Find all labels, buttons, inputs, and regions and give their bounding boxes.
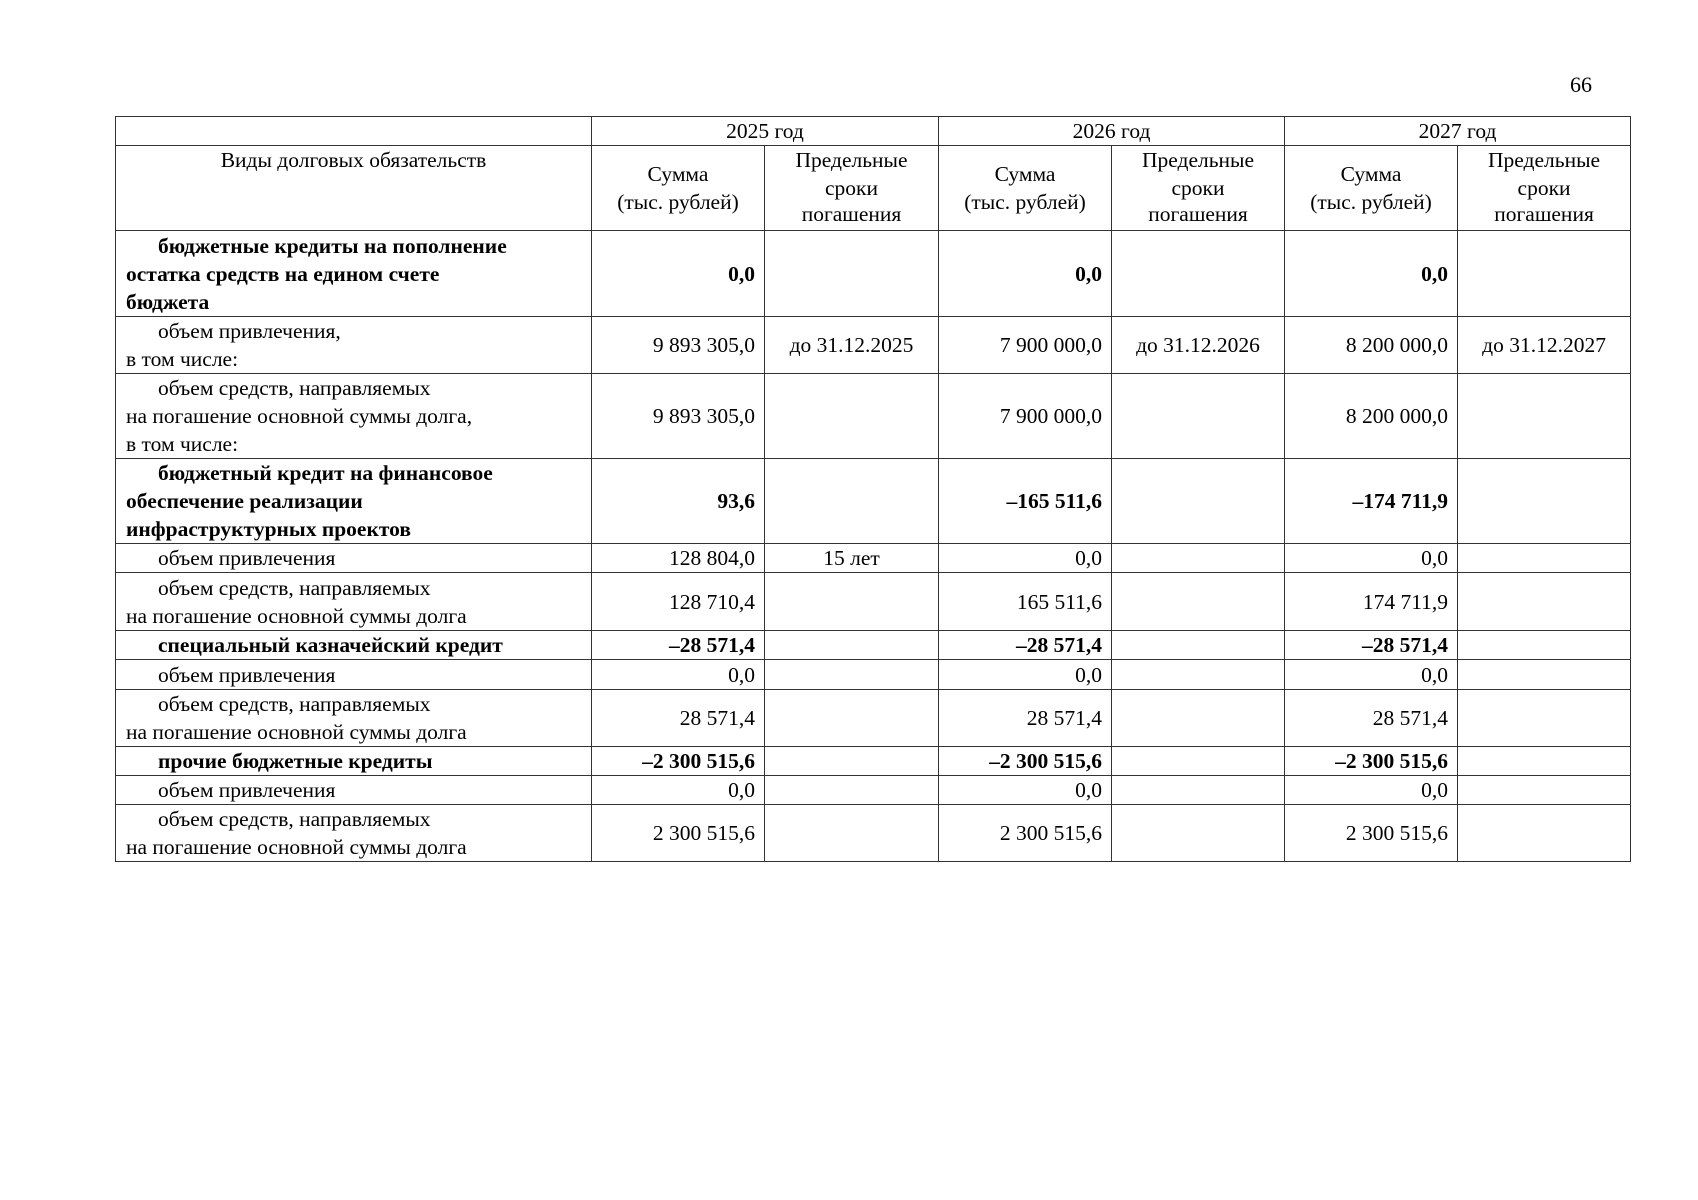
row-label-line: обеспечение реализации bbox=[126, 489, 363, 513]
sum-cell: 28 571,4 bbox=[939, 690, 1112, 747]
row-label-line: объем привлечения bbox=[158, 662, 336, 687]
row-label bbox=[116, 459, 592, 544]
term-cell bbox=[765, 631, 939, 660]
sum-cell: 128 710,4 bbox=[592, 573, 765, 631]
row-label-line: в том числе: bbox=[126, 347, 239, 371]
table-row bbox=[116, 631, 1631, 660]
sum-cell: 9 893 305,0 bbox=[592, 317, 765, 374]
sum-cell: 2 300 515,6 bbox=[592, 805, 765, 862]
row-label-line: бюджета bbox=[126, 289, 210, 314]
term-cell: до 31.12.2026 bbox=[1112, 317, 1285, 374]
empty-header-cell bbox=[116, 117, 592, 146]
column-header-sum bbox=[1285, 146, 1458, 231]
term-cell bbox=[765, 573, 939, 631]
term-cell bbox=[1112, 805, 1285, 862]
sum-cell: 174 711,9 bbox=[1285, 573, 1458, 631]
term-cell bbox=[1112, 374, 1285, 459]
sum-cell: 0,0 bbox=[592, 660, 765, 690]
row-label bbox=[116, 690, 592, 747]
sum-cell: 7 900 000,0 bbox=[939, 317, 1112, 374]
header-line: Сумма bbox=[994, 162, 1056, 186]
term-cell bbox=[765, 459, 939, 544]
sum-cell: 93,6 bbox=[592, 459, 765, 544]
table-row bbox=[116, 459, 1631, 544]
term-cell: 15 лет bbox=[765, 544, 939, 573]
header-line: Предельные bbox=[1142, 148, 1255, 172]
debt-obligations-table bbox=[115, 116, 1631, 862]
term-cell bbox=[1458, 544, 1631, 573]
sum-cell: 0,0 bbox=[1285, 776, 1458, 805]
row-label bbox=[116, 631, 592, 660]
sum-cell: –28 571,4 bbox=[939, 631, 1112, 660]
sum-cell: 2 300 515,6 bbox=[939, 805, 1112, 862]
row-label-line: объем средств, направляемых bbox=[158, 807, 431, 831]
column-header-term bbox=[1458, 146, 1631, 231]
column-header-type: Виды долговых обязательств bbox=[116, 146, 592, 231]
sum-cell: –28 571,4 bbox=[592, 631, 765, 660]
table-row bbox=[116, 805, 1631, 862]
sum-cell: –2 300 515,6 bbox=[592, 747, 765, 776]
table-row bbox=[116, 573, 1631, 631]
row-label-line: инфраструктурных проектов bbox=[126, 517, 411, 541]
table-row bbox=[116, 544, 1631, 573]
sum-cell: –174 711,9 bbox=[1285, 459, 1458, 544]
sum-cell: 28 571,4 bbox=[1285, 690, 1458, 747]
term-cell: до 31.12.2025 bbox=[765, 317, 939, 374]
row-label-line: остатка средств на едином счете bbox=[126, 261, 440, 286]
table-row bbox=[116, 231, 1631, 317]
sum-cell: –2 300 515,6 bbox=[939, 747, 1112, 776]
row-label-line: бюджетный кредит на финансовое bbox=[158, 461, 493, 485]
sum-cell: 0,0 bbox=[592, 231, 765, 317]
term-cell bbox=[1458, 690, 1631, 747]
row-label-line: объем средств, направляемых bbox=[158, 692, 431, 716]
term-cell bbox=[1112, 459, 1285, 544]
sum-cell: 8 200 000,0 bbox=[1285, 374, 1458, 459]
term-cell bbox=[1458, 805, 1631, 862]
row-label-line: прочие бюджетные кредиты bbox=[158, 749, 433, 773]
sum-cell: 0,0 bbox=[1285, 231, 1458, 317]
term-cell bbox=[1112, 747, 1285, 776]
term-cell bbox=[765, 231, 939, 317]
sum-cell: 2 300 515,6 bbox=[1285, 805, 1458, 862]
table-row bbox=[116, 690, 1631, 747]
term-cell bbox=[765, 660, 939, 690]
header-line: погашения bbox=[1494, 202, 1594, 226]
header-line: Предельные bbox=[1488, 148, 1601, 172]
header-line: (тыс. рублей) bbox=[617, 190, 739, 214]
sum-cell: –2 300 515,6 bbox=[1285, 747, 1458, 776]
table-row bbox=[116, 660, 1631, 690]
column-header-term bbox=[1112, 146, 1285, 231]
term-cell: до 31.12.2027 bbox=[1458, 317, 1631, 374]
row-label bbox=[116, 660, 592, 690]
term-cell bbox=[765, 805, 939, 862]
row-label-line: объем средств, направляемых bbox=[158, 376, 431, 400]
year-header-row bbox=[116, 117, 1631, 146]
sum-cell: 0,0 bbox=[939, 776, 1112, 805]
sum-cell: 0,0 bbox=[1285, 544, 1458, 573]
column-header-row bbox=[116, 146, 1631, 231]
term-cell bbox=[1458, 631, 1631, 660]
header-line: сроки bbox=[1171, 176, 1225, 200]
term-cell bbox=[1112, 573, 1285, 631]
header-line: Сумма bbox=[647, 162, 709, 186]
term-cell bbox=[1458, 747, 1631, 776]
term-cell bbox=[1458, 231, 1631, 317]
row-label-line: объем привлечения bbox=[158, 546, 336, 570]
term-cell bbox=[1458, 374, 1631, 459]
column-header-term bbox=[765, 146, 939, 231]
term-cell bbox=[765, 690, 939, 747]
term-cell bbox=[1112, 776, 1285, 805]
row-label bbox=[116, 776, 592, 805]
row-label-line: на погашение основной суммы долга, bbox=[126, 404, 473, 428]
sum-cell: 0,0 bbox=[939, 660, 1112, 690]
row-label-line: объем средств, направляемых bbox=[158, 575, 431, 600]
header-line: Предельные bbox=[795, 148, 908, 172]
table-row bbox=[116, 374, 1631, 459]
sum-cell: 165 511,6 bbox=[939, 573, 1112, 631]
term-cell bbox=[1458, 776, 1631, 805]
table-row bbox=[116, 776, 1631, 805]
header-line: погашения bbox=[801, 202, 902, 226]
column-header-sum bbox=[939, 146, 1112, 231]
term-cell bbox=[1112, 231, 1285, 317]
column-header-sum bbox=[592, 146, 765, 231]
term-cell bbox=[1458, 573, 1631, 631]
row-label bbox=[116, 231, 592, 317]
header-line: Сумма bbox=[1340, 162, 1402, 186]
term-cell bbox=[765, 776, 939, 805]
header-line: (тыс. рублей) bbox=[1310, 190, 1432, 214]
sum-cell: 28 571,4 bbox=[592, 690, 765, 747]
term-cell bbox=[1112, 544, 1285, 573]
sum-cell: 0,0 bbox=[939, 231, 1112, 317]
table-row bbox=[116, 317, 1631, 374]
header-line: погашения bbox=[1148, 202, 1248, 226]
sum-cell: 9 893 305,0 bbox=[592, 374, 765, 459]
row-label-line: на погашение основной суммы долга bbox=[126, 720, 467, 744]
year-header: 2025 год bbox=[592, 117, 939, 146]
year-header: 2027 год bbox=[1285, 117, 1631, 146]
row-label bbox=[116, 374, 592, 459]
term-cell bbox=[1112, 690, 1285, 747]
page-number: 66 bbox=[1570, 72, 1592, 97]
row-label-line: бюджетные кредиты на пополнение bbox=[158, 233, 507, 258]
sum-cell: –165 511,6 bbox=[939, 459, 1112, 544]
row-label-line: на погашение основной суммы долга bbox=[126, 603, 467, 628]
term-cell bbox=[1112, 631, 1285, 660]
term-cell bbox=[1458, 660, 1631, 690]
row-label bbox=[116, 573, 592, 631]
row-label-line: на погашение основной суммы долга bbox=[126, 835, 467, 859]
sum-cell: 8 200 000,0 bbox=[1285, 317, 1458, 374]
year-header: 2026 год bbox=[939, 117, 1285, 146]
header-line: (тыс. рублей) bbox=[964, 190, 1086, 214]
sum-cell: 7 900 000,0 bbox=[939, 374, 1112, 459]
header-line: сроки bbox=[825, 176, 878, 200]
term-cell bbox=[765, 374, 939, 459]
term-cell bbox=[1458, 459, 1631, 544]
sum-cell: 0,0 bbox=[1285, 660, 1458, 690]
row-label bbox=[116, 805, 592, 862]
row-label bbox=[116, 544, 592, 573]
table-row bbox=[116, 747, 1631, 776]
header-line: сроки bbox=[1517, 176, 1571, 200]
row-label bbox=[116, 747, 592, 776]
sum-cell: 0,0 bbox=[939, 544, 1112, 573]
sum-cell: –28 571,4 bbox=[1285, 631, 1458, 660]
sum-cell: 128 804,0 bbox=[592, 544, 765, 573]
term-cell bbox=[765, 747, 939, 776]
term-cell bbox=[1112, 660, 1285, 690]
row-label bbox=[116, 317, 592, 374]
sum-cell: 0,0 bbox=[592, 776, 765, 805]
row-label-line: объем привлечения, bbox=[158, 319, 341, 343]
row-label-line: объем привлечения bbox=[158, 778, 336, 802]
row-label-line: в том числе: bbox=[126, 432, 239, 456]
row-label-line: специальный казначейский кредит bbox=[158, 633, 503, 657]
